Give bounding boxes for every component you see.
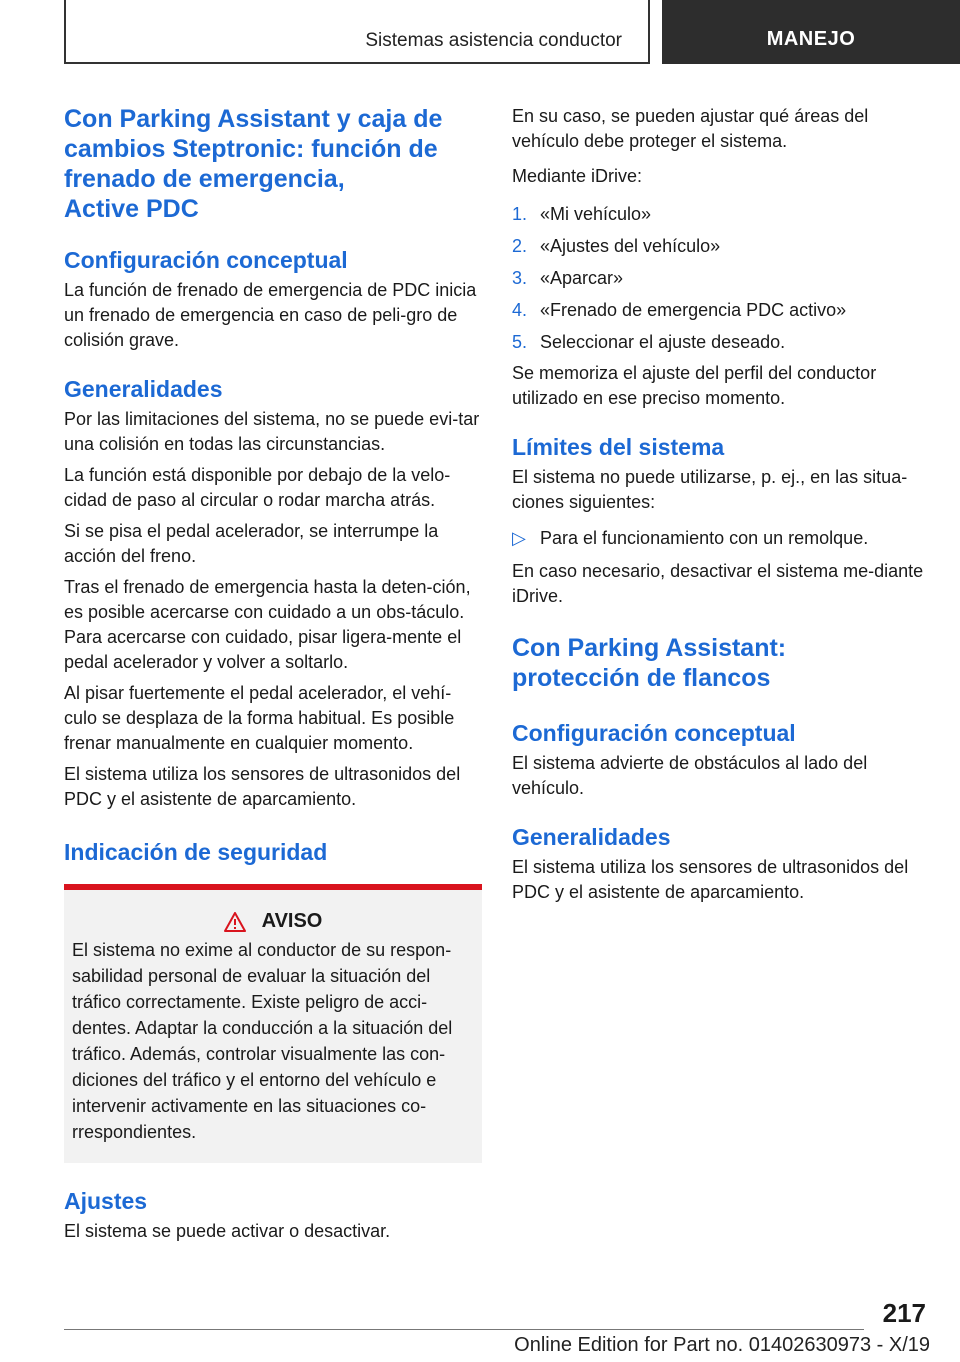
- memory-text: Se memoriza el ajuste del perfil del conductor utilizado en ese preciso momento.: [512, 363, 877, 408]
- page-title-line: frenado de emergencia,: [64, 165, 345, 193]
- idrive-steps: [512, 201, 932, 355]
- step-item: [512, 297, 932, 323]
- general-paragraph: Al pisar fuertemente el pedal acelerador, el vehí-culo se desplaza de la forma habitual. Es posible frenar manualmente en cualquier momento.: [64, 683, 455, 753]
- right-column: [512, 104, 932, 905]
- settings-text: El sistema se puede activar o desactivar.: [64, 1221, 391, 1241]
- general-paragraph: Por las limitaciones del sistema, no se puede evi-tar una colisión en todas las circunstancias.: [64, 409, 480, 454]
- general-paragraph: Si se pisa el pedal acelerador, se interrumpe la acción del freno.: [64, 521, 439, 566]
- concept-text: La función de frenado de emergencia de PDC inicia un frenado de emergencia en caso de peli-gro de colisión grave.: [64, 280, 477, 350]
- footer-divider: [64, 1329, 864, 1330]
- step-number: 3.: [512, 268, 528, 288]
- warning-label: AVISO: [261, 910, 323, 932]
- step-item: [512, 265, 932, 291]
- edition-footer: Online Edition for Part no. 01402630973 - X/19: [514, 1334, 930, 1356]
- general-paragraph: La función está disponible por debajo de la velo-cidad de paso al circular o rodar marcha atrás.: [64, 465, 451, 510]
- general-paragraph: Tras el frenado de emergencia hasta la deten-ción, es posible acercarse con cuidado a un obs-táculo. Para acercarse con cuidado, pisar ligera-mente el pedal acelerador y volver a soltarlo.: [64, 577, 471, 672]
- flank-general-text: El sistema utiliza los sensores de ultrasonidos del PDC y el asistente de aparcamiento.: [512, 857, 909, 902]
- flank-title: [512, 633, 932, 693]
- step-text: «Mi vehículo»: [540, 204, 652, 224]
- step-item: [512, 201, 932, 227]
- general-heading: Generalidades: [64, 376, 223, 402]
- page-title: [64, 104, 482, 224]
- step-text: Seleccionar el ajuste deseado.: [540, 332, 786, 352]
- settings-heading: Ajustes: [64, 1188, 148, 1214]
- limits-bullet-text: Para el funcionamiento con un remolque.: [540, 528, 869, 548]
- concept-heading: Configuración conceptual: [64, 247, 348, 273]
- left-column: [64, 104, 482, 1244]
- limits-after-text: En caso necesario, desactivar el sistema me-diante iDrive.: [512, 561, 924, 606]
- step-text: «Frenado de emergencia PDC activo»: [540, 300, 847, 320]
- idrive-label: Mediante iDrive:: [512, 166, 643, 186]
- flank-title-line: protección de flancos: [512, 664, 771, 692]
- step-number: 1.: [512, 204, 528, 224]
- limits-heading: Límites del sistema: [512, 434, 725, 460]
- page-number: 217: [882, 1298, 926, 1328]
- page-title-line: cambios Steptronic: función de: [64, 135, 438, 163]
- chapter-tab: MANEJO: [662, 0, 960, 64]
- flank-title-line: Con Parking Assistant:: [512, 634, 787, 662]
- step-item: [512, 233, 932, 259]
- step-item: [512, 329, 932, 355]
- warning-title: [72, 910, 474, 933]
- intro-text: En su caso, se pueden ajustar qué áreas del vehículo debe proteger el sistema.: [512, 106, 869, 151]
- limits-text: El sistema no puede utilizarse, p. ej., en las situa-ciones siguientes:: [512, 467, 908, 512]
- step-number: 4.: [512, 300, 528, 320]
- section-label: Sistemas asistencia conductor: [365, 30, 622, 51]
- step-text: «Aparcar»: [540, 268, 624, 288]
- flank-concept-text: El sistema advierte de obstáculos al lado del vehículo.: [512, 753, 868, 798]
- limits-bullet: [512, 525, 932, 551]
- page-title-line: Active PDC: [64, 195, 199, 223]
- warning-text: El sistema no exime al conductor de su respon-sabilidad personal de evaluar la situación del tráfico correctamente. Existe peligro de acci-dentes. Adaptar la conducción a la situación del tráfico. Además, controlar visualmente las con-diciones del tráfico y el entorno del vehículo e intervenir activamente en las situaciones co-rrespondientes.: [72, 940, 453, 1142]
- step-text: «Ajustes del vehículo»: [540, 236, 721, 256]
- page-title-line: Con Parking Assistant y caja de: [64, 105, 443, 133]
- flank-concept-heading: Configuración conceptual: [512, 720, 796, 746]
- general-paragraph: El sistema utiliza los sensores de ultrasonidos del PDC y el asistente de aparcamiento.: [64, 764, 461, 809]
- step-number: 2.: [512, 236, 528, 256]
- header-frame: [64, 0, 650, 64]
- safety-heading: Indicación de seguridad: [64, 839, 328, 865]
- warning-triangle-icon: [224, 912, 246, 932]
- flank-general-heading: Generalidades: [512, 824, 671, 850]
- step-number: 5.: [512, 332, 528, 352]
- warning-box: [64, 884, 482, 1163]
- triangle-bullet-icon: ▷: [512, 528, 526, 548]
